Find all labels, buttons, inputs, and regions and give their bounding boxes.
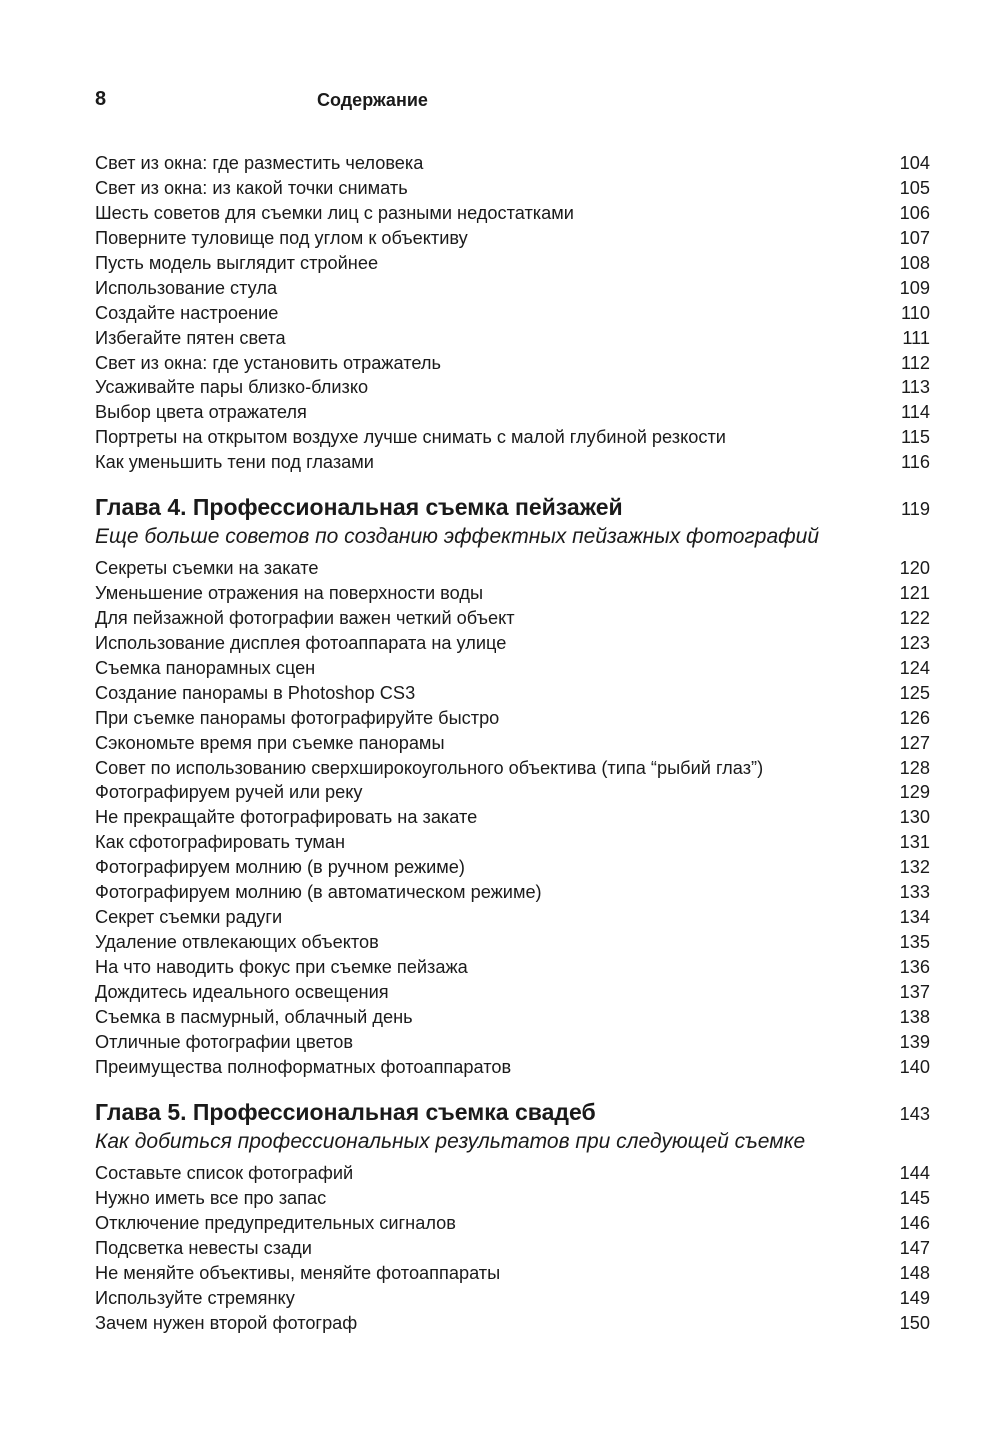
toc-entry [95,1261,930,1286]
toc-entry-title: Выбор цвета отражателя [95,402,307,423]
toc-entry-page: 128 [899,757,930,778]
toc-entry [95,880,930,905]
toc-entry-title: Использование стула [95,277,278,298]
chapter-title-text: Глава 4. Профессиональная съемка пейзажей [95,494,623,520]
toc-entry-title: Нужно иметь все про запас [95,1187,327,1208]
toc-entry-page: 136 [899,957,930,977]
toc-entry-title: Удаление отвлекающих объектов [95,932,379,953]
toc-entry [95,980,930,1005]
toc-entry-title: Дождитесь идеального освещения [95,981,389,1002]
toc-entry-page: 111 [902,327,930,348]
chapter-subtitle: Еще больше советов по созданию эффектных пейзажных фотографий [95,525,820,548]
chapter-title-text: Глава 5. Профессиональная съемка свадеб [95,1099,596,1125]
toc-entry-page: 137 [899,981,930,1002]
toc-entry [95,556,930,581]
toc-entry [95,905,930,930]
toc-entry-title: Подсветка невесты сзади [95,1237,312,1258]
toc-entry [95,805,930,830]
toc-entry-page: 129 [899,782,930,803]
toc-chapter-5 [95,1161,930,1336]
toc-entry-title: Свет из окна: из какой точки снимать [95,177,408,198]
toc-chapter-4 [95,556,930,1080]
toc-entry-page: 124 [899,657,930,678]
toc-entry-title: Составьте список фотографий [95,1163,354,1183]
toc-entry [95,425,930,450]
toc-entry-title: Секреты съемки на закате [95,558,319,578]
chapter-4-heading [95,492,930,552]
toc-entry [95,326,930,351]
toc-entry-page: 125 [899,682,930,703]
toc-entry [95,1286,930,1311]
toc-entry-page: 133 [899,882,930,903]
toc-entry-page: 123 [899,632,930,653]
toc-entry-title: Фотографируем молнию (в автоматическом режиме) [95,882,542,903]
toc-entry-page: 138 [899,1006,930,1027]
toc-entry [95,681,930,706]
toc-entry [95,226,930,251]
toc-entry [95,830,930,855]
chapter-page: 119 [901,499,930,519]
toc-entry [95,1186,930,1211]
toc-entry [95,450,930,475]
toc-entry-title: Фотографируем молнию (в ручном режиме) [95,857,465,878]
toc-entry [95,276,930,301]
toc-entry-title: Создание панорамы в Photoshop CS3 [95,682,416,703]
running-head [95,88,935,116]
toc-entry-title: Совет по использованию сверхширокоугольного объектива (типа “рыбий глаз”) [95,757,764,778]
toc-entry-title: Фотографируем ручей или реку [95,782,363,803]
toc-entry-page: 130 [899,807,930,828]
toc-section-continued [95,151,930,475]
toc-entry [95,631,930,656]
toc-entry-title: Поверните туловище под углом к объективу [95,227,468,248]
toc-entry [95,706,930,731]
toc-entry-title: Отличные фотографии цветов [95,1031,354,1052]
toc-entry-title: Не прекращайте фотографировать на закате [95,807,478,828]
chapter-title [95,1097,930,1127]
toc-entry-title: Пусть модель выглядит стройнее [95,252,379,273]
toc-entry-page: 109 [899,277,930,298]
chapter-page: 143 [899,1104,930,1124]
toc-entry [95,400,930,425]
toc-entry-title: Свет из окна: где установить отражатель [95,352,441,373]
toc-entry-page: 112 [901,352,930,373]
toc-entry [95,351,930,376]
toc-entry-title: Избегайте пятен света [95,327,286,348]
toc-entry-title: Для пейзажной фотографии важен четкий объект [95,607,515,628]
toc-entry-page: 108 [899,252,930,273]
toc-entry-title: Зачем нужен второй фотограф [95,1312,358,1333]
toc-entry-page: 140 [899,1056,930,1077]
page-number: 8 [95,88,107,110]
toc-entry-page: 134 [899,907,930,928]
toc-entry [95,151,930,176]
toc-entry-page: 150 [899,1312,930,1333]
toc-entry-title: На что наводить фокус при съемке пейзажа [95,957,468,977]
toc-entry-page: 135 [899,932,930,953]
toc-entry [95,1236,930,1261]
toc-entry-page: 147 [899,1237,930,1258]
toc-entry [95,731,930,756]
toc-entry-page: 121 [899,582,930,603]
toc-entry-page: 127 [899,732,930,753]
toc-entry [95,855,930,880]
running-title: Содержание [317,90,428,110]
toc-entry-title: Портреты на открытом воздухе лучше снимать с малой глубиной резкости [95,427,726,448]
toc-entry-page: 110 [901,302,930,323]
toc-entry-page: 106 [899,202,930,223]
toc-entry [95,375,930,400]
toc-entry-title: Съемка панорамных сцен [95,657,316,678]
toc-entry [95,201,930,226]
toc-entry [95,176,930,201]
toc-entry-title: Сэкономьте время при съемке панорамы [95,732,445,753]
toc-entry [95,1005,930,1030]
toc-entry [95,756,930,781]
toc-entry [95,1055,930,1080]
toc-entry [95,955,930,980]
toc-entry [95,1161,930,1186]
toc-entry [95,301,930,326]
toc-entry-title: Как сфотографировать туман [95,832,346,853]
toc-entry [95,656,930,681]
toc-entry-page: 131 [899,832,930,853]
toc-entry-page: 113 [901,377,930,398]
toc-entry-title: Преимущества полноформатных фотоаппаратов [95,1056,512,1077]
toc-entry [95,930,930,955]
toc-entry [95,1211,930,1236]
toc-entry-page: 149 [899,1287,930,1308]
toc-entry [95,251,930,276]
toc-entry-page: 120 [899,558,930,578]
toc-entry-title: Отключение предупредительных сигналов [95,1212,456,1233]
toc-entry-page: 146 [899,1212,930,1233]
chapter-5-heading [95,1097,930,1157]
toc-entry-page: 107 [899,227,930,248]
toc-entry-title: Секрет съемки радуги [95,907,283,928]
toc-entry [95,1030,930,1055]
toc-entry-page: 115 [901,427,930,448]
toc-entry [95,780,930,805]
toc-entry-page: 145 [899,1187,930,1208]
toc-entry-page: 132 [899,857,930,878]
toc-entry [95,1311,930,1336]
toc-entry-title: Съемка в пасмурный, облачный день [95,1006,413,1027]
toc-entry-page: 105 [899,177,930,198]
toc-entry-title: При съемке панорамы фотографируйте быстро [95,707,500,728]
toc-entry-page: 139 [899,1031,930,1052]
toc-entry-title: Не меняйте объективы, меняйте фотоаппараты [95,1262,501,1283]
chapter-subtitle: Как добиться профессиональных результатов при следующей съемке [95,1130,806,1153]
toc-entry [95,581,930,606]
toc-entry-title: Шесть советов для съемки лиц с разными недостатками [95,202,574,223]
toc-entry-title: Использование дисплея фотоаппарата на улице [95,632,507,653]
toc-entry-title: Используйте стремянку [95,1287,295,1308]
toc-entry-page: 144 [899,1163,930,1183]
toc-entry-page: 104 [899,153,930,173]
toc-entry-page: 114 [901,402,930,423]
toc-entry-title: Создайте настроение [95,302,279,323]
chapter-title [95,492,930,522]
toc-entry-page: 148 [899,1262,930,1283]
toc-entry-title: Усаживайте пары близко-близко [95,377,369,398]
toc-entry-title: Свет из окна: где разместить человека [95,153,424,173]
toc-entry-page: 122 [899,607,930,628]
toc-entry-page: 116 [901,452,930,473]
toc-entry-title: Уменьшение отражения на поверхности воды [95,582,484,603]
toc-entry-title: Как уменьшить тени под глазами [95,452,374,473]
toc-entry-page: 126 [899,707,930,728]
toc-entry [95,606,930,631]
